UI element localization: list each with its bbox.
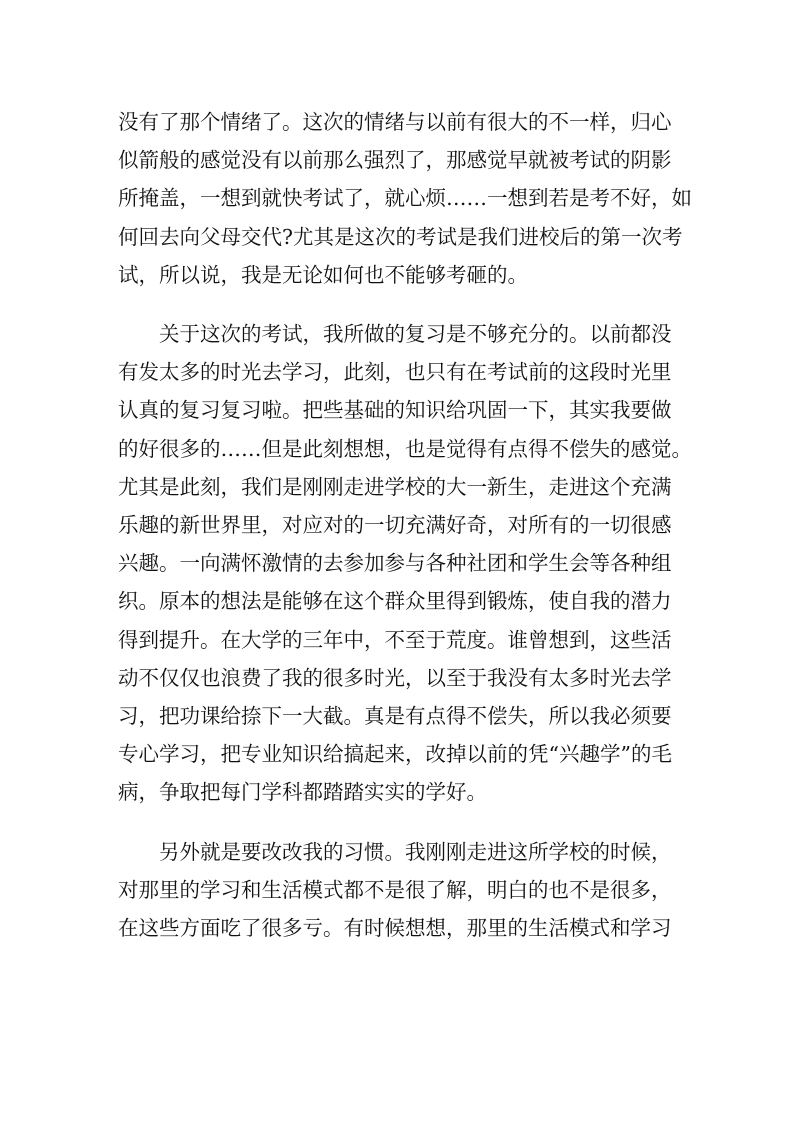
- paragraph-3: [118, 833, 684, 948]
- document-page: [118, 103, 692, 968]
- text-line: 织。原本的想法是能够在这个群众里得到锻炼，使自我的潜力: [118, 589, 672, 614]
- text-line: 没有了那个情绪了。这次的情绪与以前有很大的不一样，归心: [118, 110, 672, 134]
- text-line: 关于这次的考试，我所做的复习是不够充分的。以前都没: [159, 322, 672, 347]
- text-line: 有发太多的时光去学习，此刻，也只有在考试前的这段时光里: [118, 360, 672, 385]
- text-line: 动不仅仅也浪费了我的很多时光，以至于我没有太多时光去学: [118, 665, 672, 690]
- text-line: 所掩盖，一想到就快考试了，就心烦……一想到若是考不好，如: [118, 186, 692, 211]
- text-line: 得到提升。在大学的三年中，不至于荒度。谁曾想到，这些活: [118, 627, 672, 652]
- text-line: 对那里的学习和生活模式都不是很了解，明白的也不是很多，: [118, 877, 672, 902]
- text-line: 尤其是此刻，我们是刚刚走进学校的大一新生，走进这个充满: [118, 474, 672, 499]
- text-line: 认真的复习复习啦。把些基础的知识给巩固一下，其实我要做: [118, 398, 672, 423]
- paragraph-2: [118, 315, 692, 812]
- text-line: 兴趣。一向满怀激情的去参加参与各种社团和学生会等各种组: [118, 551, 672, 576]
- text-line: 何回去向父母交代?尤其是这次的考试是我们进校后的第一次考: [118, 224, 683, 249]
- paragraph-1: [118, 103, 692, 294]
- text-line: 病，争取把每门学科都踏踏实实的学好。: [118, 780, 487, 805]
- text-line: 乐趣的新世界里，对应对的一切充满好奇，对所有的一切很感: [118, 513, 672, 538]
- text-line: 专心学习，把专业知识给搞起来，改掉以前的凭“兴趣学”的毛: [118, 742, 672, 767]
- text-line: 另外就是要改改我的习惯。我刚刚走进这所学校的时候，: [159, 839, 672, 864]
- text-line: 在这些方面吃了很多亏。有时候想想，那里的生活模式和学习: [118, 916, 672, 941]
- text-line: 习，把功课给捺下一大截。真是有点得不偿失，所以我必须要: [118, 704, 672, 729]
- text-line: 的好很多的……但是此刻想想，也是觉得有点得不偿失的感觉。: [118, 436, 692, 461]
- text-line: 似箭般的感觉没有以前那么强烈了，那感觉早就被考试的阴影: [118, 148, 672, 173]
- text-line: 试，所以说，我是无论如何也不能够考砸的。: [118, 262, 528, 287]
